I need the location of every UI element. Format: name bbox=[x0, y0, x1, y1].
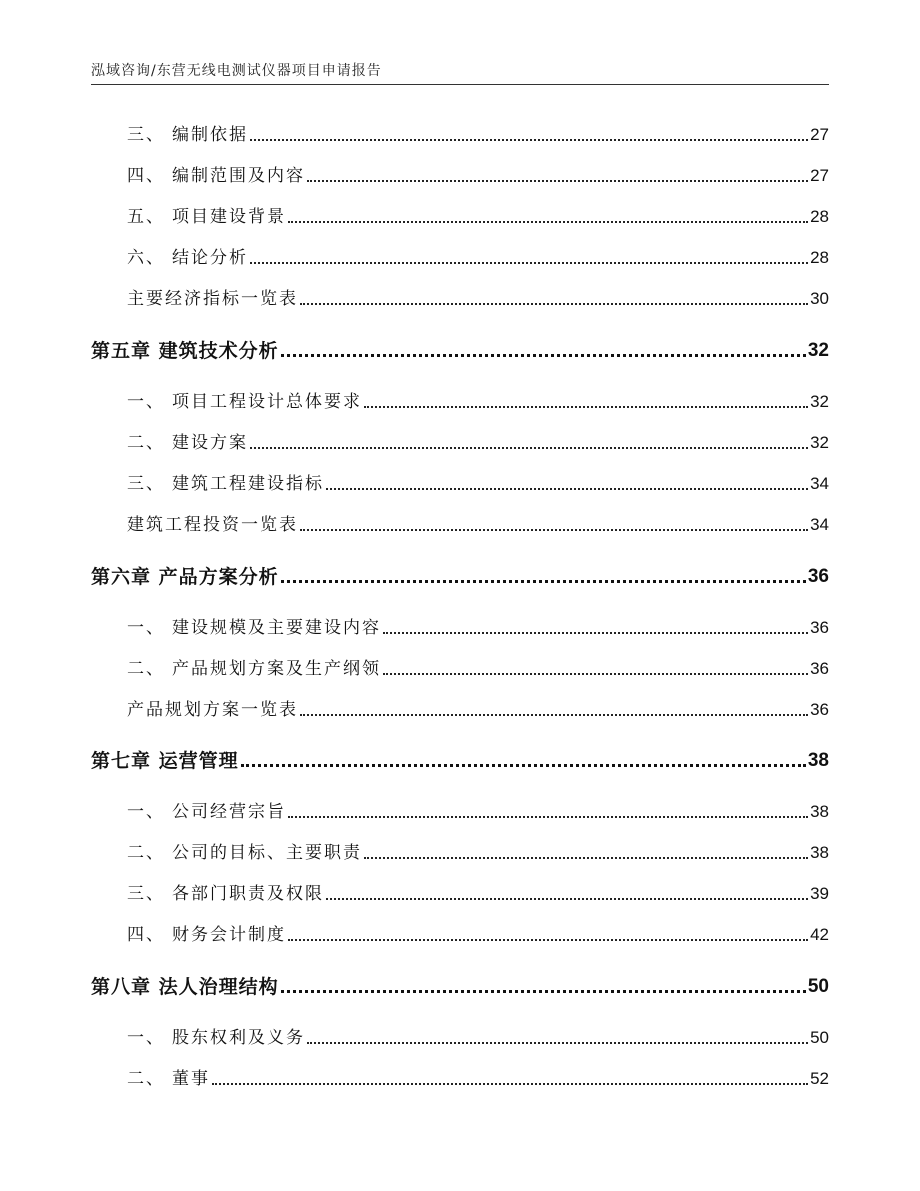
dot-leader bbox=[307, 1041, 808, 1044]
toc-entry-title: 产品规划方案一览表 bbox=[127, 700, 298, 720]
toc-page-number: 38 bbox=[810, 843, 829, 862]
dot-leader bbox=[383, 672, 808, 675]
toc-page-number: 36 bbox=[810, 659, 829, 678]
toc-entry[interactable] bbox=[127, 288, 829, 310]
toc-page-number: 42 bbox=[810, 925, 829, 944]
toc-entry-number: 一、 bbox=[127, 392, 165, 412]
toc-entry-number: 二、 bbox=[127, 843, 165, 863]
dot-leader bbox=[250, 261, 808, 264]
toc-entry-title: 建筑工程投资一览表 bbox=[127, 515, 298, 535]
toc-page-number: 38 bbox=[810, 802, 829, 821]
toc-entry-title: 第六章 产品方案分析 bbox=[91, 566, 279, 588]
toc-entry-number: 二、 bbox=[127, 659, 165, 679]
toc-entry-title: 编制范围及内容 bbox=[172, 166, 305, 186]
toc-entry[interactable] bbox=[127, 842, 829, 864]
toc-entry-number: 二、 bbox=[127, 1069, 165, 1089]
toc-chapter-entry[interactable] bbox=[91, 566, 829, 588]
toc-entry-title: 财务会计制度 bbox=[172, 925, 286, 945]
toc-entry[interactable] bbox=[127, 699, 829, 721]
toc-entry[interactable] bbox=[127, 165, 829, 187]
toc-entry-title: 各部门职责及权限 bbox=[172, 884, 324, 904]
toc-entry[interactable] bbox=[127, 658, 829, 680]
toc-entry-number: 五、 bbox=[127, 207, 165, 227]
dot-leader bbox=[364, 405, 808, 408]
dot-leader bbox=[300, 713, 808, 716]
toc-page-number: 50 bbox=[810, 1028, 829, 1047]
toc-entry[interactable] bbox=[127, 801, 829, 823]
toc-entry-number: 四、 bbox=[127, 925, 165, 945]
toc-page-number: 36 bbox=[810, 700, 829, 719]
dot-leader bbox=[281, 353, 806, 357]
toc-entry-number: 四、 bbox=[127, 166, 165, 186]
toc-entry[interactable] bbox=[127, 247, 829, 269]
dot-leader bbox=[241, 763, 806, 767]
dot-leader bbox=[250, 138, 808, 141]
toc-chapter-entry[interactable] bbox=[91, 976, 829, 998]
toc-entry-title: 建设方案 bbox=[172, 433, 248, 453]
toc-entry-title: 编制依据 bbox=[172, 125, 248, 145]
dot-leader bbox=[281, 989, 806, 993]
toc-entry-title: 第五章 建筑技术分析 bbox=[91, 340, 279, 362]
toc-page-number: 32 bbox=[810, 433, 829, 452]
toc-entry-title: 项目工程设计总体要求 bbox=[172, 392, 362, 412]
toc-entry[interactable] bbox=[127, 124, 829, 146]
dot-leader bbox=[288, 938, 808, 941]
toc-page-number: 52 bbox=[810, 1069, 829, 1088]
toc-page-number: 27 bbox=[810, 166, 829, 185]
toc-chapter-entry[interactable] bbox=[91, 750, 829, 772]
toc-entry-number: 三、 bbox=[127, 474, 165, 494]
toc-entry-number: 三、 bbox=[127, 125, 165, 145]
toc-entry-title: 建设规模及主要建设内容 bbox=[172, 618, 381, 638]
toc-entry-title: 董事 bbox=[172, 1069, 210, 1089]
toc-entry-number: 一、 bbox=[127, 1028, 165, 1048]
dot-leader bbox=[212, 1082, 808, 1085]
toc-entry[interactable] bbox=[127, 206, 829, 228]
toc-entry[interactable] bbox=[127, 432, 829, 454]
toc-page-number: 27 bbox=[810, 125, 829, 144]
toc-entry-title: 股东权利及义务 bbox=[172, 1028, 305, 1048]
dot-leader bbox=[300, 528, 808, 531]
toc-entry-title: 产品规划方案及生产纲领 bbox=[172, 659, 381, 679]
toc-entry[interactable] bbox=[127, 1068, 829, 1090]
toc-page-number: 38 bbox=[807, 750, 829, 771]
toc-entry-number: 一、 bbox=[127, 802, 165, 822]
toc-entry-title: 主要经济指标一览表 bbox=[127, 289, 298, 309]
toc-entry-title: 结论分析 bbox=[172, 248, 248, 268]
dot-leader bbox=[300, 302, 808, 305]
dot-leader bbox=[326, 897, 808, 900]
toc-entry[interactable] bbox=[127, 514, 829, 536]
toc-entry[interactable] bbox=[127, 1027, 829, 1049]
toc-entry-title: 公司经营宗旨 bbox=[172, 802, 286, 822]
toc-entry-number: 一、 bbox=[127, 618, 165, 638]
toc-page-number: 39 bbox=[810, 884, 829, 903]
toc-page-number: 36 bbox=[807, 566, 829, 587]
toc-page-number: 50 bbox=[807, 976, 829, 997]
toc-page-number: 36 bbox=[810, 618, 829, 637]
toc-page-number: 34 bbox=[810, 515, 829, 534]
dot-leader bbox=[288, 815, 808, 818]
toc-entry-title: 建筑工程建设指标 bbox=[172, 474, 324, 494]
toc-entry-title: 公司的目标、主要职责 bbox=[172, 843, 362, 863]
toc-page-number: 30 bbox=[810, 289, 829, 308]
toc-page-number: 32 bbox=[807, 340, 829, 361]
dot-leader bbox=[326, 487, 808, 490]
toc-entry-number: 六、 bbox=[127, 248, 165, 268]
toc-entry-title: 项目建设背景 bbox=[172, 207, 286, 227]
dot-leader bbox=[364, 856, 808, 859]
dot-leader bbox=[288, 220, 808, 223]
toc-entry-title: 第八章 法人治理结构 bbox=[91, 976, 279, 998]
toc-page-number: 32 bbox=[810, 392, 829, 411]
toc-entry-title: 第七章 运营管理 bbox=[91, 750, 239, 772]
toc-entry-number: 三、 bbox=[127, 884, 165, 904]
toc-page-number: 28 bbox=[810, 248, 829, 267]
dot-leader bbox=[307, 179, 808, 182]
dot-leader bbox=[281, 579, 806, 583]
dot-leader bbox=[383, 631, 808, 634]
toc-entry[interactable] bbox=[127, 473, 829, 495]
toc-chapter-entry[interactable] bbox=[91, 340, 829, 362]
toc-entry-number: 二、 bbox=[127, 433, 165, 453]
toc-page-number: 34 bbox=[810, 474, 829, 493]
dot-leader bbox=[250, 446, 808, 449]
toc-entry[interactable] bbox=[127, 883, 829, 905]
toc-entry[interactable] bbox=[127, 391, 829, 413]
running-header: 泓域咨询/东营无线电测试仪器项目申请报告 bbox=[91, 60, 829, 85]
toc-entry[interactable] bbox=[127, 617, 829, 639]
toc-entry[interactable] bbox=[127, 924, 829, 946]
toc-page-number: 28 bbox=[810, 207, 829, 226]
